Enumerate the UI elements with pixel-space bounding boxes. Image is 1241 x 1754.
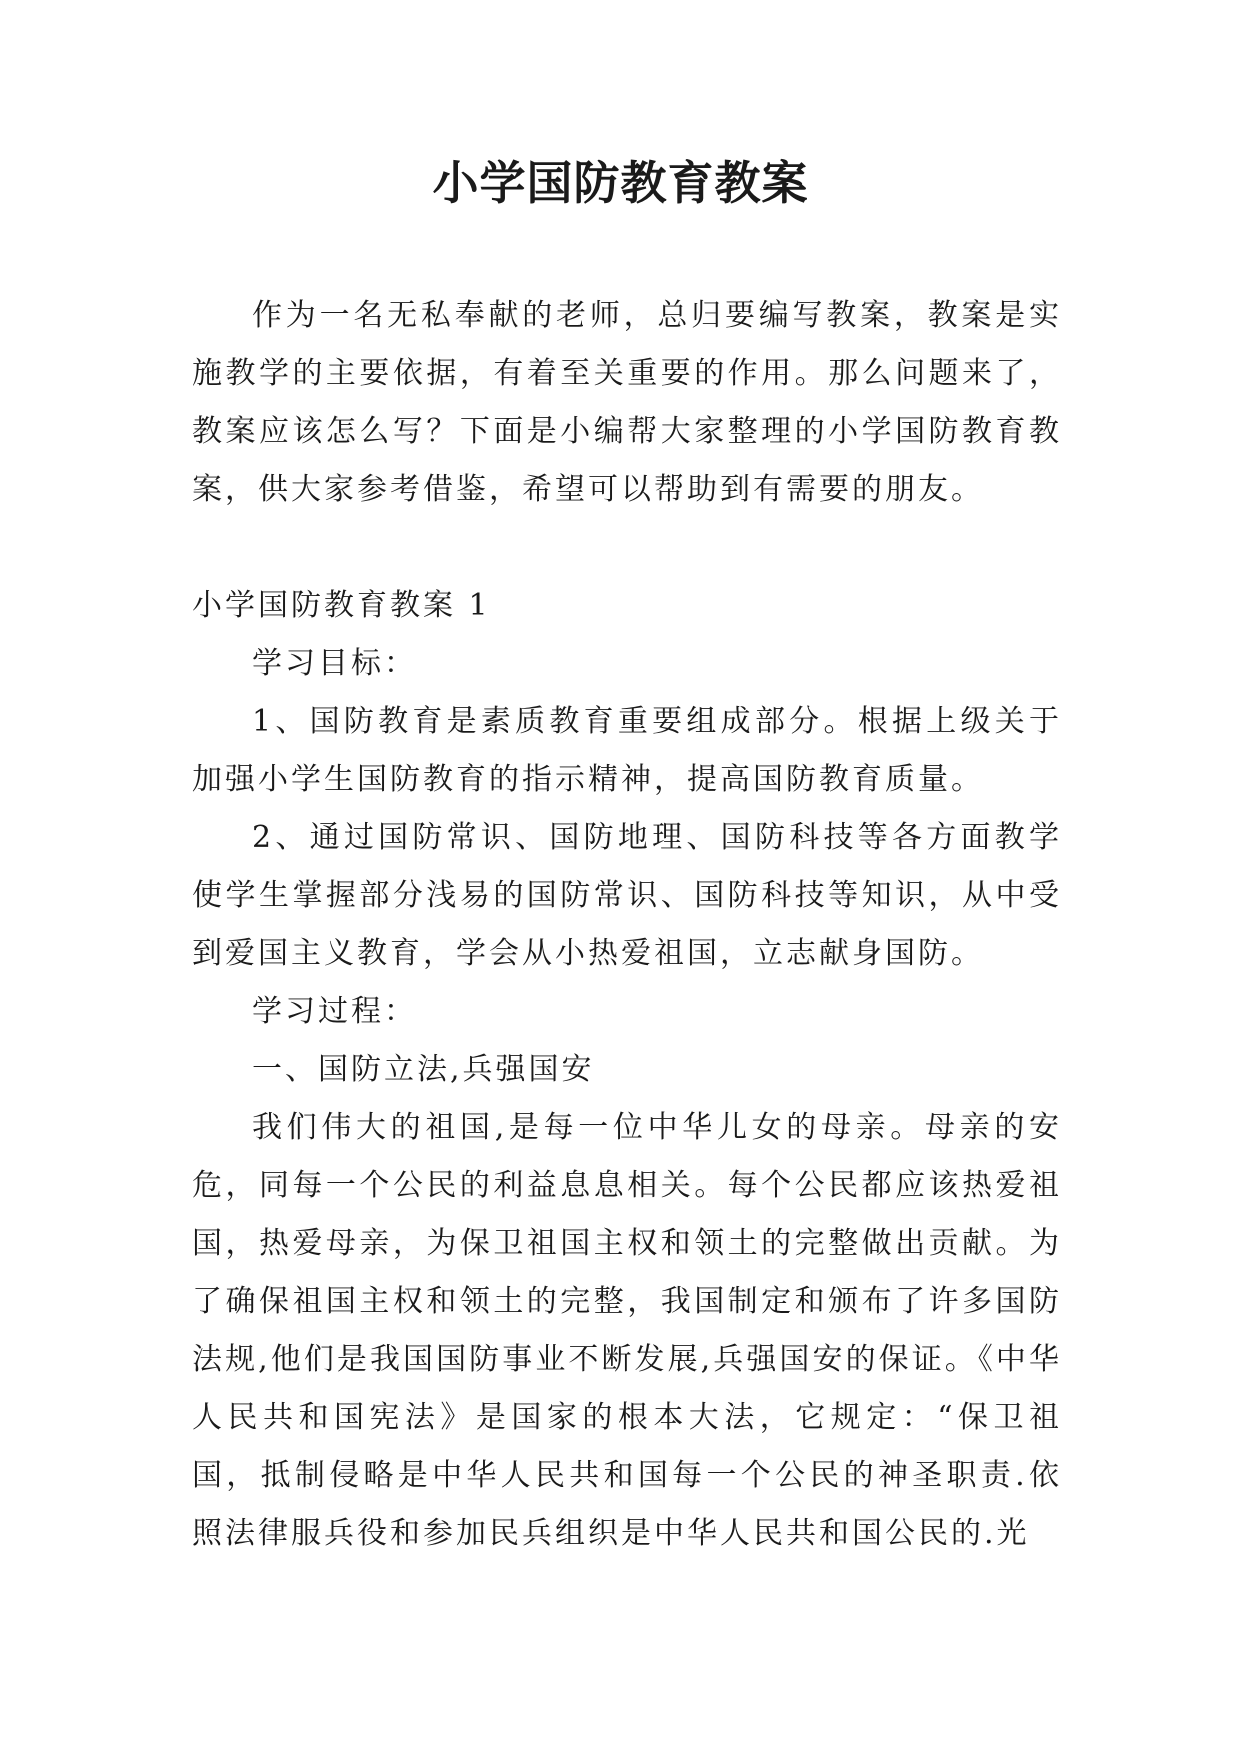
goal-item-1: 1、国防教育是素质教育重要组成部分。根据上级关于加强小学生国防教育的指示精神，提高国防教育质量。 (192, 704, 1062, 797)
intro-block (192, 287, 1062, 519)
goals-heading: 学习目标： (252, 646, 417, 681)
part-1-paragraph: 我们伟大的祖国,是每一位中华儿女的母亲。母亲的安危，同每一个公民的利益息息相关。每个公民都应该热爱祖国，热爱母亲，为保卫祖国主权和领土的完整做出贡献。为了确保祖国主权和领土的完整，我国制定和颁布了许多国防法规,他们是我国国防事业不断发展,兵强国安的保证。《中华人民共和国宪法》是国家的根本大法，它规定：“保卫祖国，抵制侵略是中华人民共和国每一个公民的神圣职责.依照法律服兵役和参加民兵组织是中华人民共和国公民的.光 (192, 1110, 1062, 1551)
intro-paragraph: 作为一名无私奉献的老师，总归要编写教案，教案是实施教学的主要依据，有着至关重要的作用。那么问题来了，教案应该怎么写？下面是小编帮大家整理的小学国防教育教案，供大家参考借鉴，希望可以帮助到有需要的朋友。 (192, 298, 1062, 507)
goal-item-2: 2、通过国防常识、国防地理、国防科技等各方面教学使学生掌握部分浅易的国防常识、国防科技等知识，从中受到爱国主义教育，学会从小热爱祖国，立志献身国防。 (192, 820, 1062, 971)
part-1-heading: 一、国防立法,兵强国安 (252, 1052, 595, 1087)
lesson-plan-body (192, 577, 1062, 1563)
process-heading: 学习过程： (252, 994, 417, 1029)
section-title: 小学国防教育教案 1 (192, 588, 491, 623)
document-title: 小学国防教育教案 (432, 156, 809, 210)
